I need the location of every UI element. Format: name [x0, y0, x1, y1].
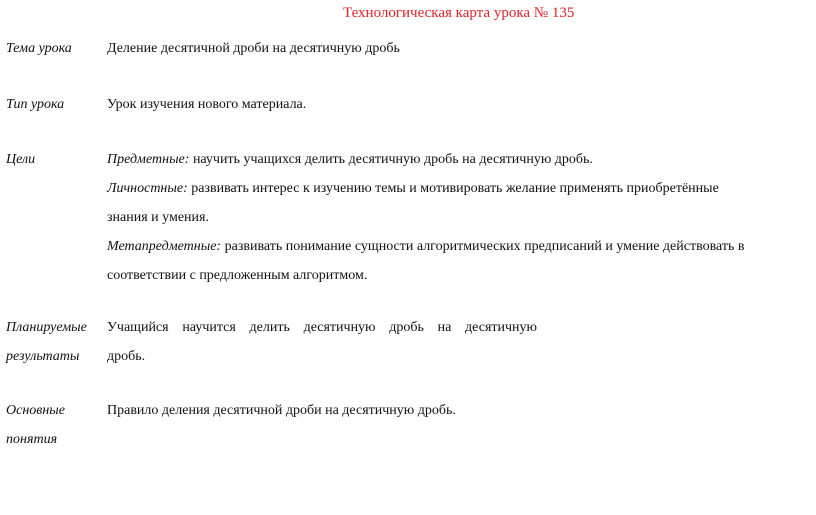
- goals-text: [107, 145, 745, 290]
- topic-text: [107, 34, 400, 63]
- concepts-text: [107, 396, 456, 425]
- type-text: [107, 90, 306, 119]
- goals-personal: [107, 174, 745, 203]
- topic-value: Деление десятичной дроби на десятичную дробь: [107, 41, 400, 56]
- page-title: Технологическая карта урока № 135: [343, 5, 575, 21]
- topic-label: Тема урока: [6, 41, 72, 56]
- goals-meta-label: Метапредметные:: [107, 239, 222, 254]
- results-label-line-1: Планируемые: [6, 320, 87, 335]
- goals-personal-cont: знания и умения.: [107, 210, 209, 225]
- results-text-line-2: дробь.: [107, 349, 146, 364]
- goals-subject: [107, 145, 745, 174]
- goals-personal-label: Личностные:: [107, 181, 188, 196]
- goals-meta-text-1: развивать понимание сущности алгоритмических предписаний и умение действовать в: [221, 239, 745, 254]
- results-text-line-1: Учащийся научится делить десятичную дробь на десятичную: [107, 320, 537, 335]
- goals-label: Цели: [6, 152, 36, 167]
- goals-meta-cont: соответствии с предложенным алгоритмом.: [107, 268, 368, 283]
- concepts-label-line-2: понятия: [6, 432, 58, 447]
- concepts-label: [6, 396, 65, 454]
- results-label: [6, 313, 87, 371]
- type-value: Урок изучения нового материала.: [107, 97, 307, 112]
- results-text: [107, 313, 537, 371]
- results-label-line-2: результаты: [6, 349, 80, 364]
- goals-personal-text-1: развивать интерес к изучению темы и мотивировать желание применять приобретённые: [187, 181, 719, 196]
- goals-subject-label: Предметные:: [107, 152, 190, 167]
- concepts-label-line-1: Основные: [6, 403, 65, 418]
- goals-meta: [107, 232, 745, 261]
- concepts-value: Правило деления десятичной дроби на десятичную дробь.: [107, 403, 456, 418]
- goals-subject-text: научить учащихся делить десятичную дробь на десятичную дробь.: [189, 152, 593, 167]
- type-label: Тип урока: [6, 97, 65, 112]
